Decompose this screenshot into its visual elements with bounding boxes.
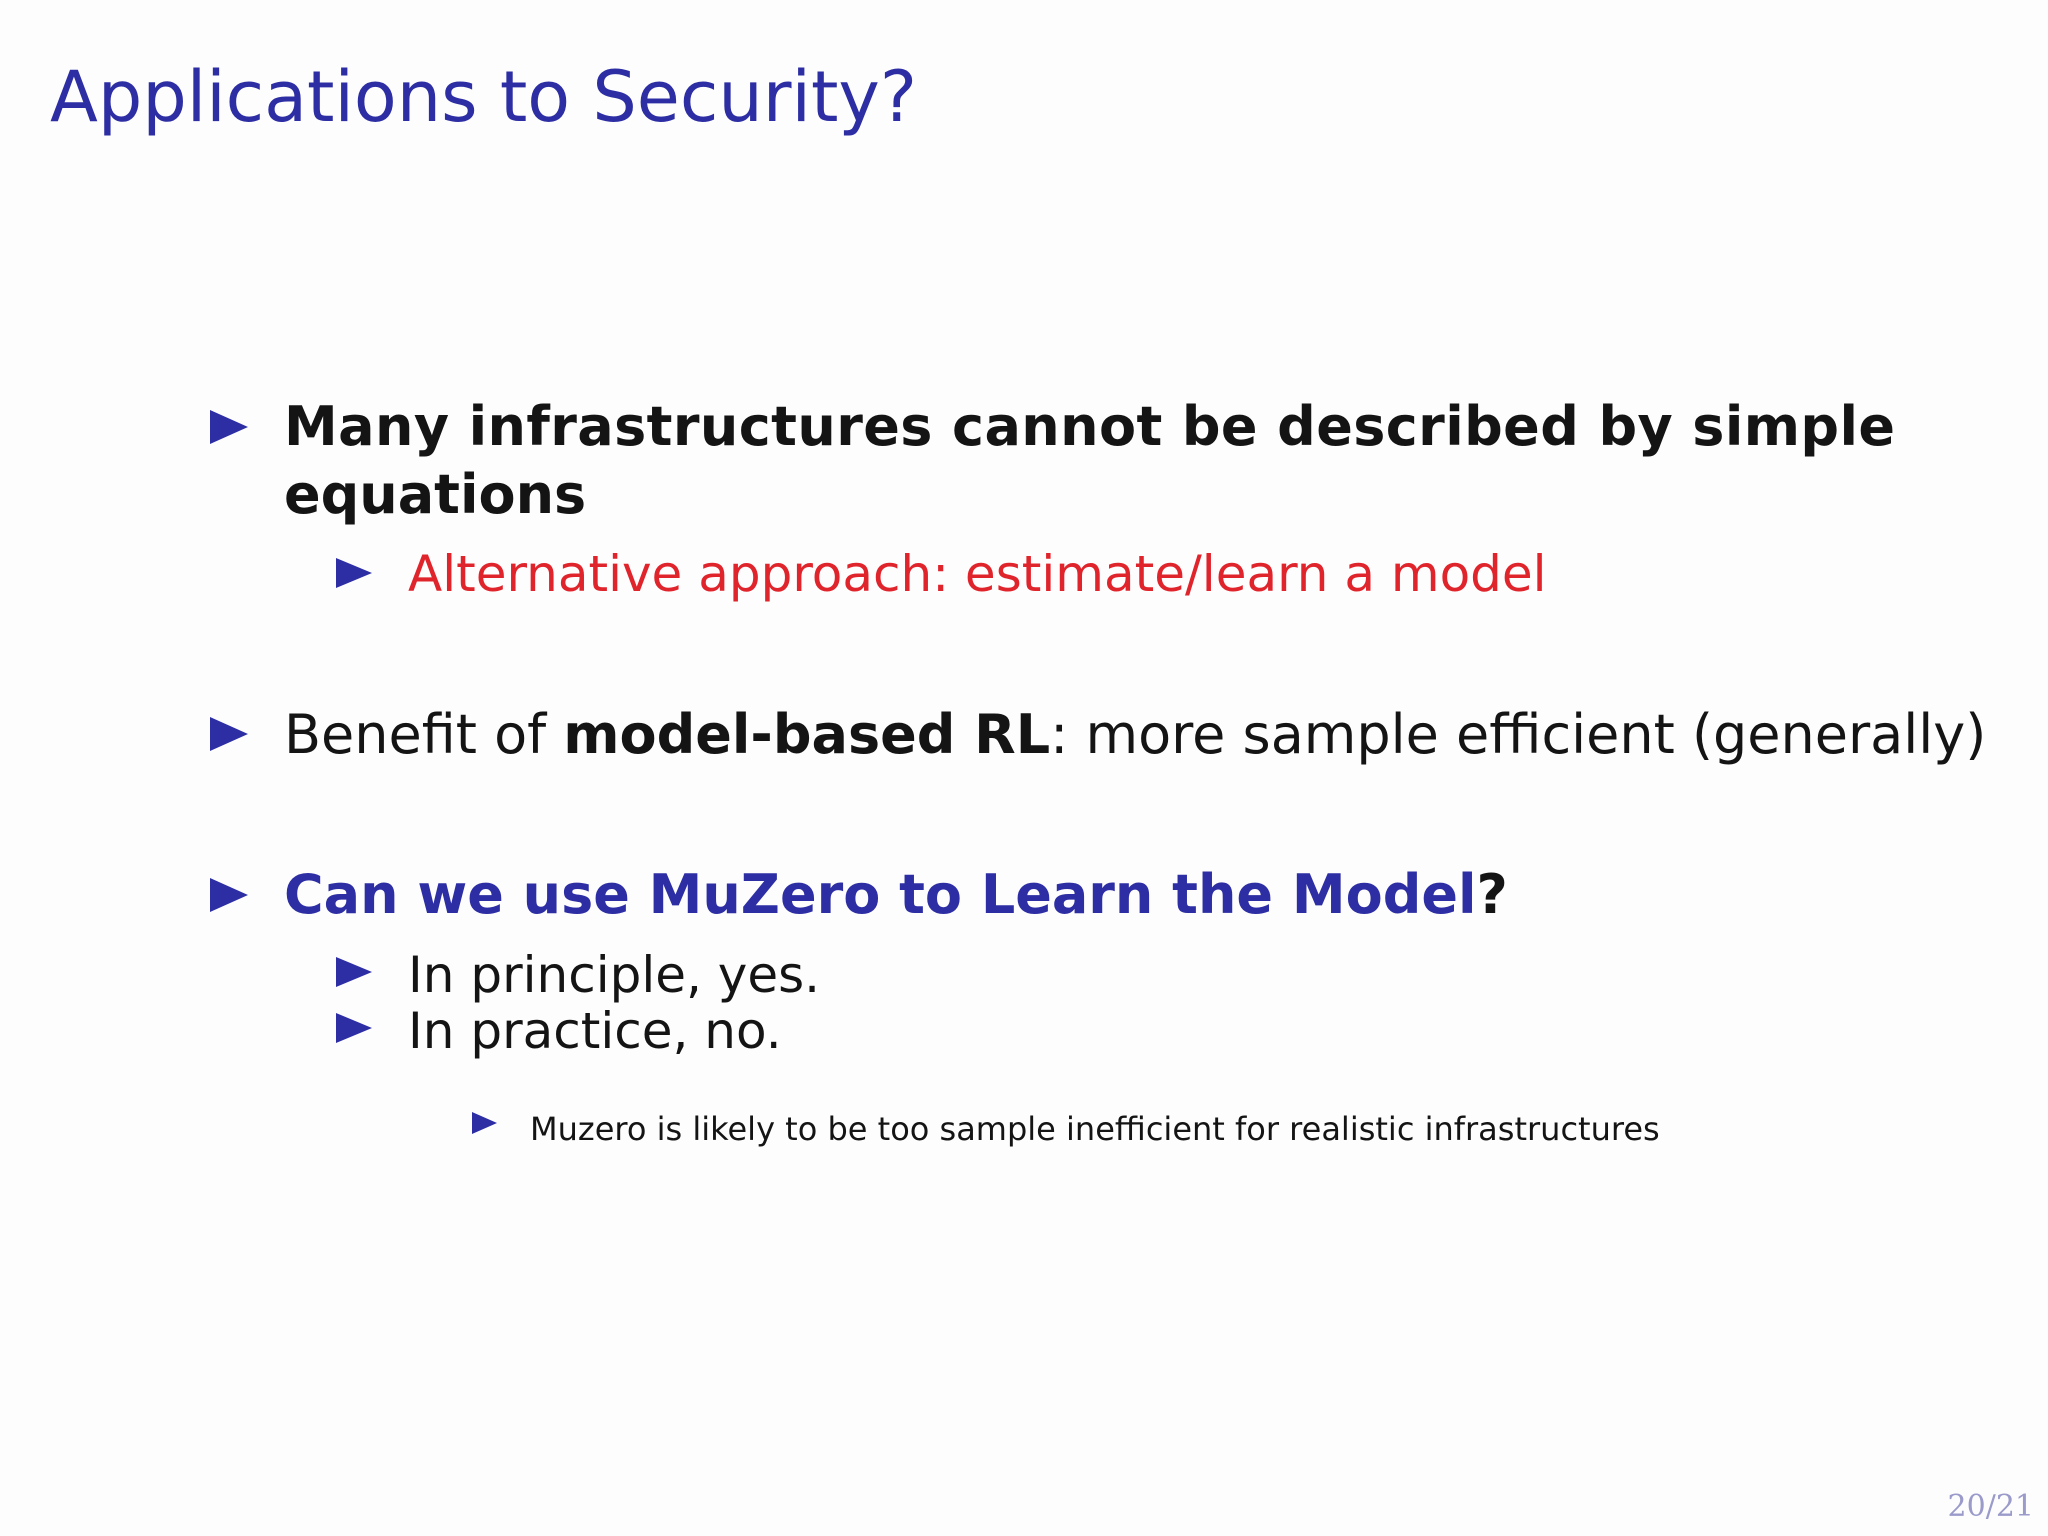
- bullet-2-prefix: Benefit of: [284, 703, 564, 766]
- sub-bullet-in-principle: In principle, yes.: [408, 946, 821, 1004]
- triangle-right-icon: [472, 1112, 497, 1134]
- triangle-right-icon: [336, 558, 372, 588]
- bullet-1-line-2: equations: [284, 463, 587, 526]
- bullet-1-line-1: Many infrastructures cannot be described by simple: [284, 395, 1896, 458]
- bullet-3-question-mark: ?: [1476, 863, 1508, 926]
- bullet-2-suffix: : more sample efficient (generally): [1050, 703, 1987, 766]
- triangle-right-icon: [210, 717, 248, 751]
- triangle-right-icon: [210, 878, 248, 912]
- bullet-2-bold: model-based RL: [563, 703, 1051, 766]
- triangle-right-icon: [336, 957, 372, 987]
- bullet-3-question: Can we use MuZero to Learn the Model: [284, 863, 1477, 926]
- triangle-right-icon: [210, 410, 248, 444]
- bullet-3: [284, 861, 1508, 929]
- sub-bullet-alternative-approach: Alternative approach: estimate/learn a model: [408, 545, 1547, 603]
- sub-bullet-in-practice: In practice, no.: [408, 1002, 782, 1060]
- bullet-2: [284, 701, 1986, 769]
- triangle-right-icon: [336, 1013, 372, 1043]
- sub-sub-bullet-muzero: Muzero is likely to be too sample inefficient for realistic infrastructures: [530, 1110, 1660, 1148]
- slide-title: Applications to Security?: [50, 56, 917, 138]
- page-number: 20/21: [1947, 1489, 2034, 1524]
